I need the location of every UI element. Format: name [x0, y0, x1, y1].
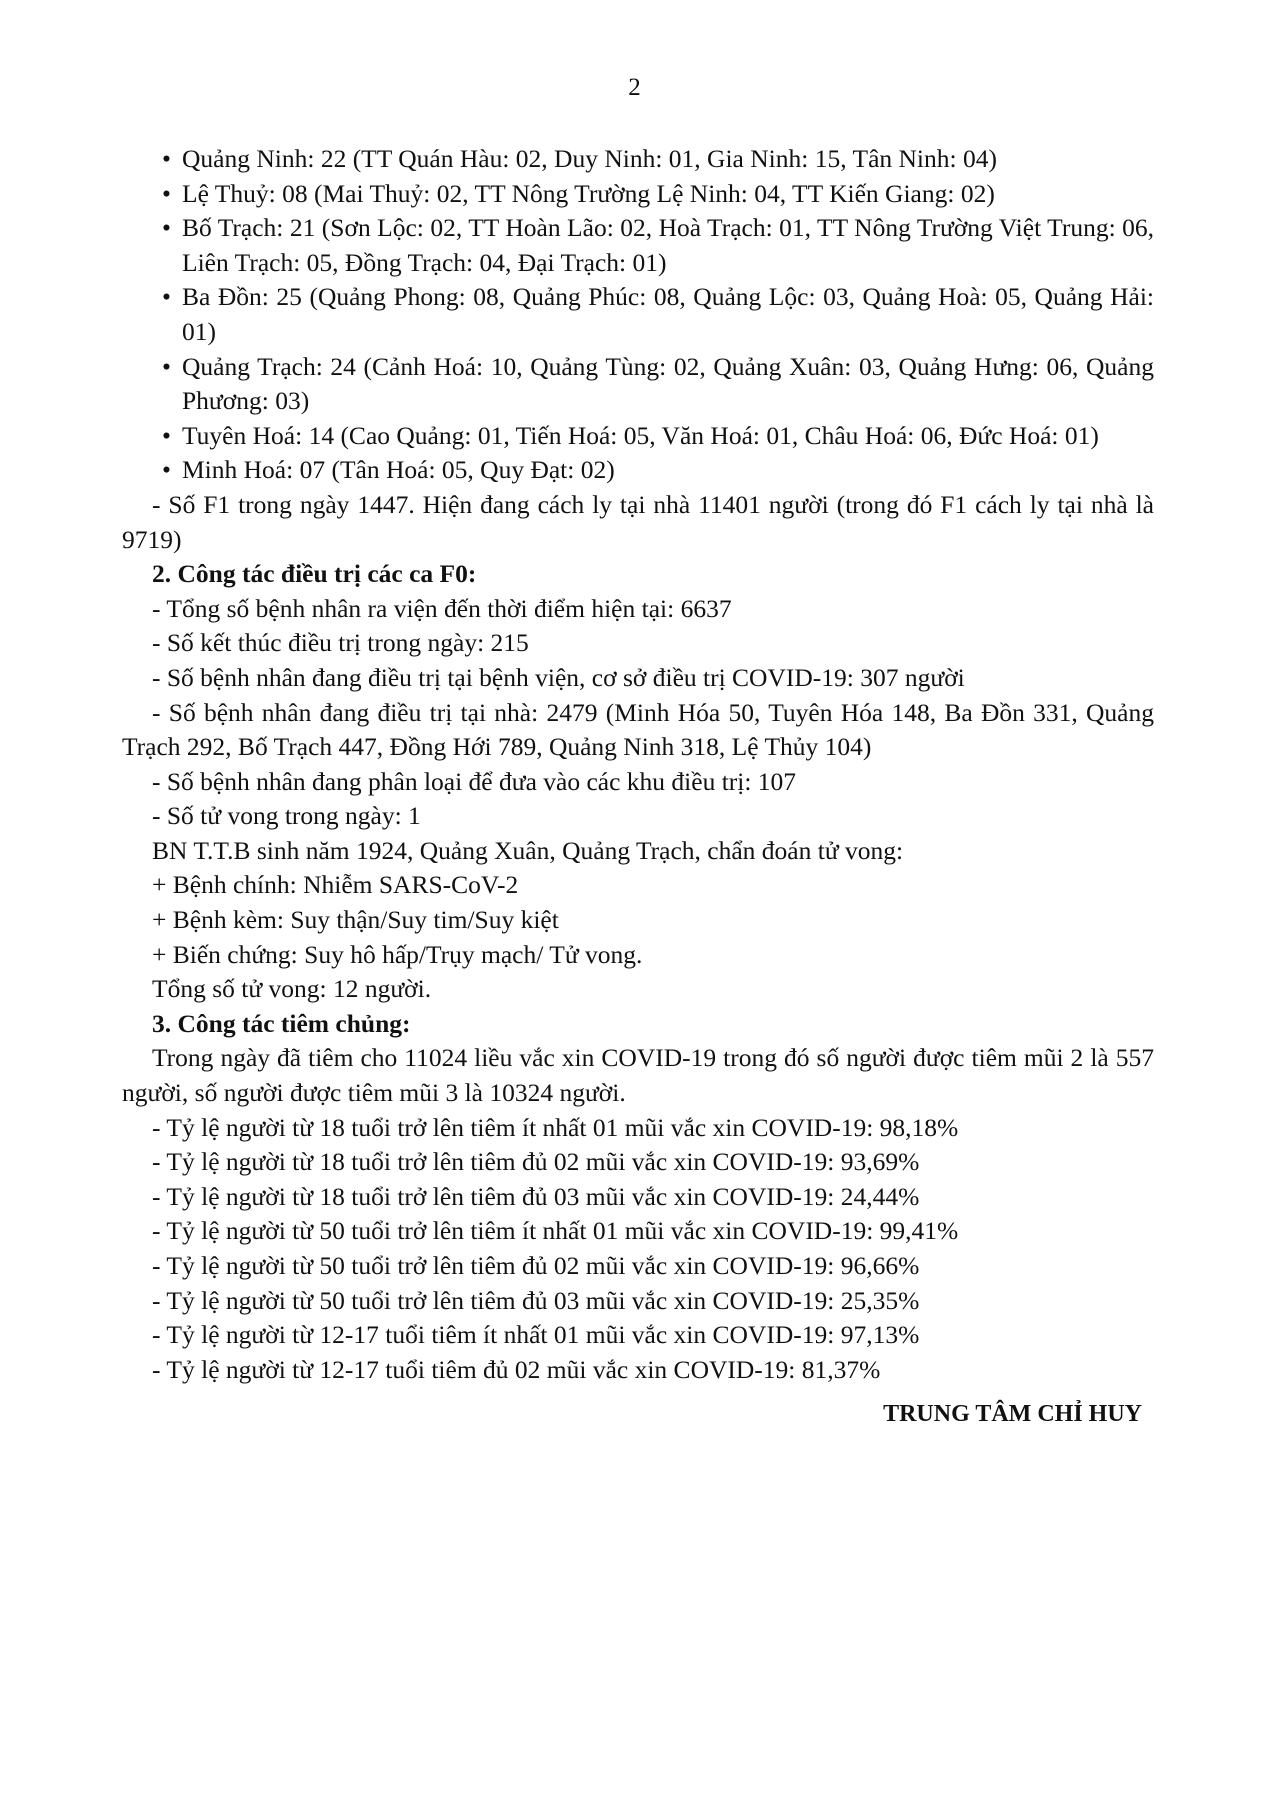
treatment-line: - Số bệnh nhân đang phân loại để đưa vào các khu điều trị: 107 — [152, 766, 797, 796]
vaccination-rate-line: - Tỷ lệ người từ 12-17 tuổi tiêm đủ 02 mũi vắc xin COVID-19: 81,37% — [152, 1354, 881, 1384]
section-3-heading: 3. Công tác tiêm chủng: — [152, 1008, 411, 1038]
death-case-line: + Biến chứng: Suy hô hấp/Trụy mạch/ Tử vong. — [152, 939, 643, 969]
page-number: 2 — [628, 74, 641, 101]
bullet-icon: • — [162, 455, 171, 485]
bullet-icon: • — [162, 351, 171, 381]
bullet-icon: • — [162, 144, 171, 173]
bullet-icon: • — [162, 282, 171, 312]
vaccination-rate-line: - Tỷ lệ người từ 50 tuổi trở lên tiêm ít nhất 01 mũi vắc xin COVID-19: 99,41% — [152, 1216, 959, 1246]
district-item: • Ba Đồn: 25 (Quảng Phong: 08, Quảng Phúc: 08, Quảng Lộc: 03, Quảng Hoà: 05, Quảng Hải: 01) — [162, 282, 1154, 346]
vaccination-rate-line: - Tỷ lệ người từ 18 tuổi trở lên tiêm ít nhất 01 mũi vắc xin COVID-19: 98,18% — [152, 1112, 959, 1142]
vaccination-rate-line: - Tỷ lệ người từ 18 tuổi trở lên tiêm đủ 03 mũi vắc xin COVID-19: 24,44% — [152, 1181, 920, 1211]
home-treatment-line: - Số bệnh nhân đang điều trị tại nhà: 2479 (Minh Hóa 50, Tuyên Hóa 148, Ba Đồn 331, Quảng Trạch 292, Bố Trạch 447, Đồng Hới 789, Quảng Ninh 318, Lệ Thủy 104) — [122, 697, 1154, 762]
district-item: • Lệ Thuỷ: 08 (Mai Thuỷ: 02, TT Nông Trường Lệ Ninh: 04, TT Kiến Giang: 02) — [122, 177, 1154, 212]
district-item: • Quảng Ninh: 22 (TT Quán Hàu: 02, Duy Ninh: 01, Gia Ninh: 15, Tân Ninh: 04) — [122, 142, 1154, 177]
death-case-line: + Bệnh kèm: Suy thận/Suy tim/Suy kiệt — [152, 905, 559, 935]
district-item: • Minh Hoá: 07 (Tân Hoá: 05, Quy Đạt: 02) — [122, 453, 1154, 488]
signature-block: TRUNG TÂM CHỈ HUY — [883, 1401, 1142, 1428]
f1-note: - Số F1 trong ngày 1447. Hiện đang cách ly tại nhà 11401 người (trong đó F1 cách ly tại nhà là 9719) — [122, 489, 1154, 554]
document-body — [122, 142, 1154, 1432]
section-2-heading: 2. Công tác điều trị các ca F0: — [152, 559, 477, 589]
treatment-line: - Số tử vong trong ngày: 1 — [152, 801, 421, 831]
district-item: • Quảng Trạch: 24 (Cảnh Hoá: 10, Quảng Tùng: 02, Quảng Xuân: 03, Quảng Hưng: 06, Quảng Phương: 03) — [162, 351, 1154, 416]
district-item: • Bố Trạch: 21 (Sơn Lộc: 02, TT Hoàn Lão: 02, Hoà Trạch: 01, TT Nông Trường Việt Trung: 06, Liên Trạch: 05, Đồng Trạch: 04, Đại Trạch: 01) — [162, 213, 1154, 277]
death-case-line: BN T.T.B sinh năm 1924, Quảng Xuân, Quảng Trạch, chẩn đoán tử vong: — [152, 835, 904, 865]
vaccination-intro: Trong ngày đã tiêm cho 11024 liều vắc xin COVID-19 trong đó số người được tiêm mũi 2 là 557 người, số người được tiêm mũi 3 là 10324 người. — [122, 1043, 1154, 1108]
vaccination-rate-line: - Tỷ lệ người từ 12-17 tuổi tiêm ít nhất 01 mũi vắc xin COVID-19: 97,13% — [152, 1320, 920, 1350]
bullet-icon: • — [162, 213, 171, 243]
treatment-line: - Số bệnh nhân đang điều trị tại bệnh viện, cơ sở điều trị COVID-19: 307 người — [152, 662, 965, 692]
treatment-line: - Tổng số bệnh nhân ra viện đến thời điểm hiện tại: 6637 — [152, 593, 732, 623]
vaccination-rate-line: - Tỷ lệ người từ 18 tuổi trở lên tiêm đủ 02 mũi vắc xin COVID-19: 93,69% — [152, 1147, 920, 1177]
death-case-line: + Bệnh chính: Nhiễm SARS-CoV-2 — [152, 870, 519, 900]
vaccination-rate-line: - Tỷ lệ người từ 50 tuổi trở lên tiêm đủ 02 mũi vắc xin COVID-19: 96,66% — [152, 1251, 920, 1280]
treatment-line: - Số kết thúc điều trị trong ngày: 215 — [152, 628, 529, 658]
total-deaths-line: Tổng số tử vong: 12 người. — [152, 974, 432, 1004]
district-item: • Tuyên Hoá: 14 (Cao Quảng: 01, Tiến Hoá: 05, Văn Hoá: 01, Châu Hoá: 06, Đức Hoá: 01) — [122, 419, 1154, 454]
bullet-icon: • — [162, 178, 171, 208]
vaccination-rate-line: - Tỷ lệ người từ 50 tuổi trở lên tiêm đủ 03 mũi vắc xin COVID-19: 25,35% — [152, 1285, 920, 1315]
bullet-icon: • — [162, 420, 171, 450]
